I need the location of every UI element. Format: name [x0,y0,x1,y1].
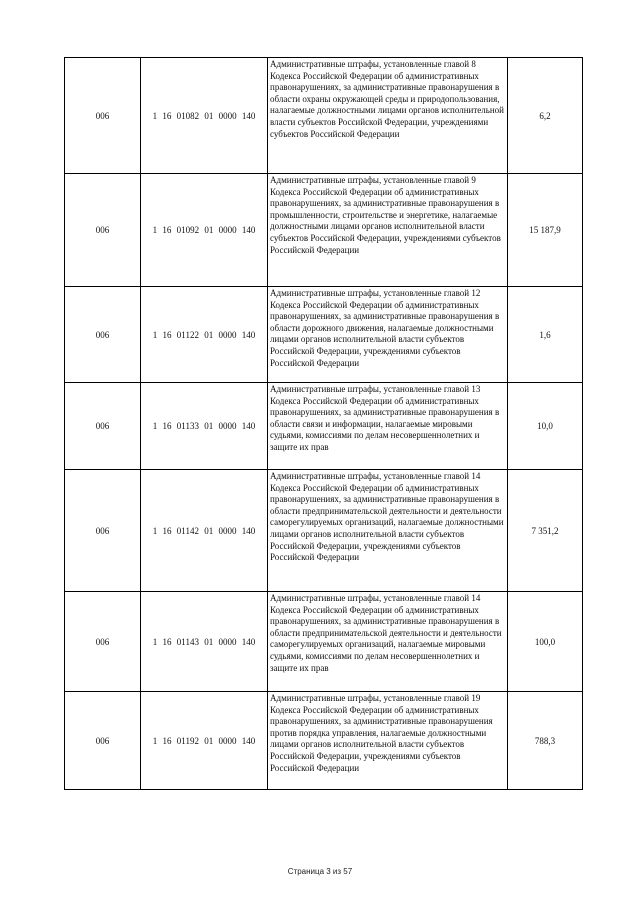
revenue-name-cell: Административные штрафы, установленные главой 14 Кодекса Российской Федерации об административных правонарушениях, за административные правонарушения в области предпринимательской деятельности и деятельности саморегулируемых организаций, налагаемые должностными лицами органов исполнительной власти субъектов Российской Федерации, учреждениями субъектов Российской Федерации [268,470,508,592]
admin-code-cell: 006 [65,287,141,383]
revenue-name-cell: Административные штрафы, установленные главой 8 Кодекса Российской Федерации об административных правонарушениях, за административные правонарушения в области охраны окружающей среды и природопользования, налагаемые должностными лицами органов исполнительной власти субъектов Российской Федерации, учреждениями субъектов Российской Федерации [268,58,508,174]
budget-code-cell [141,58,268,174]
budget-code-cell [141,383,268,470]
budget-code-text: 1 16 01142 01 0000 140 [152,525,256,536]
admin-code-cell: 006 [65,174,141,287]
page-number: Страница 3 из 57 [287,867,353,876]
amount-cell: 6,2 [508,58,583,174]
table-row [65,287,583,383]
admin-code-cell: 006 [65,58,141,174]
budget-code-cell [141,470,268,592]
revenue-name-cell: Административные штрафы, установленные главой 13 Кодекса Российской Федерации об административных правонарушениях, за административные правонарушения в области связи и информации, налагаемые мировыми судьями, комиссиями по делам несовершеннолетних и защите их прав [268,383,508,470]
revenue-name-cell: Административные штрафы, установленные главой 14 Кодекса Российской Федерации об административных правонарушениях, за административные правонарушения в области предпринимательской деятельности и деятельности саморегулируемых организаций, налагаемые мировыми судьями, комиссиями по делам несовершеннолетних и защите их прав [268,592,508,692]
revenue-table [64,57,583,790]
table-row [65,58,583,174]
revenue-name-cell: Административные штрафы, установленные главой 9 Кодекса Российской Федерации об административных правонарушениях, за административные правонарушения в промышленности, строительстве и энергетике, налагаемые должностными лицами органов исполнительной власти субъектов Российской Федерации, учреждениями субъектов Российской Федерации [268,174,508,287]
table-row [65,174,583,287]
amount-cell: 10,0 [508,383,583,470]
revenue-name-cell: Административные штрафы, установленные главой 12 Кодекса Российской Федерации об административных правонарушениях, за административные правонарушения в области дорожного движения, налагаемые должностными лицами органов исполнительной власти субъектов Российской Федерации, учреждениями субъектов Российской Федерации [268,287,508,383]
amount-cell: 7 351,2 [508,470,583,592]
amount-cell: 15 187,9 [508,174,583,287]
amount-cell: 1,6 [508,287,583,383]
amount-cell: 788,3 [508,692,583,790]
admin-code-cell: 006 [65,592,141,692]
table-row [65,592,583,692]
admin-code-cell: 006 [65,383,141,470]
budget-code-text: 1 16 01122 01 0000 140 [152,329,256,340]
table-row [65,470,583,592]
budget-code-cell [141,592,268,692]
budget-code-cell [141,174,268,287]
budget-code-text: 1 16 01092 01 0000 140 [152,225,256,235]
budget-code-cell [141,692,268,790]
revenue-name-cell: Административные штрафы, установленные главой 19 Кодекса Российской Федерации об административных правонарушениях, за административные правонарушения против порядка управления, налагаемые должностными лицами органов исполнительной власти субъектов Российской Федерации, учреждениями субъектов Российской Федерации [268,692,508,790]
table-row [65,383,583,470]
budget-code-text: 1 16 01192 01 0000 140 [152,735,256,746]
table-row [65,692,583,790]
budget-code-text: 1 16 01082 01 0000 140 [152,110,256,121]
amount-cell: 100,0 [508,592,583,692]
admin-code-cell: 006 [65,692,141,790]
budget-code-cell [141,287,268,383]
budget-code-text: 1 16 01133 01 0000 140 [152,421,256,431]
budget-code-text: 1 16 01143 01 0000 140 [152,636,256,647]
admin-code-cell: 006 [65,470,141,592]
